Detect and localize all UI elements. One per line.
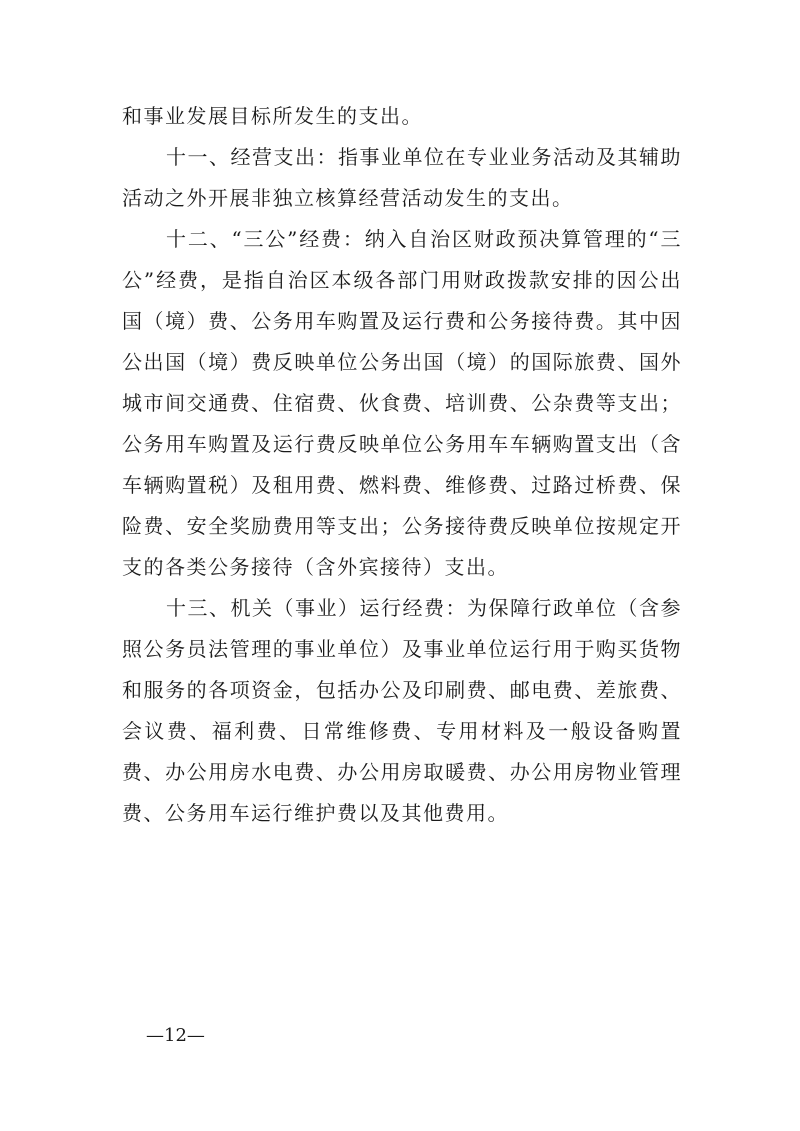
paragraph-agency-operating-expenses: 十三、机关（事业）运行经费：为保障行政单位（含参照公务员法管理的事业单位）及事业单位运行用于购买货物和服务的各项资金，包括办公及印刷费、邮电费、差旅费、会议费、福利费、日常维修费、专用材料及一般设备购置费、办公用房水电费、办公用房取暖费、办公用房物业管理费、公务用车运行维护费以及其他费用。 (122, 596, 682, 825)
page-number: —12— (146, 1025, 205, 1046)
paragraph-continuation: 和事业发展目标所发生的支出。 (122, 104, 423, 128)
document-body (122, 96, 682, 834)
paragraph-operating-expenditure: 十一、经营支出：指事业单位在专业业务活动及其辅助活动之外开展非独立核算经营活动发生的支出。 (122, 145, 682, 210)
paragraph-three-public-expenses: 十二、“三公”经费：纳入自治区财政预决算管理的“三公”经费，是指自治区本级各部门用财政拨款安排的因公出国（境）费、公务用车购置及运行费和公务接待费。其中因公出国（境）费反映单位公务出国（境）的国际旅费、国外城市间交通费、住宿费、伙食费、培训费、公杂费等支出；公务用车购置及运行费反映单位公务用车车辆购置支出（含车辆购置税）及租用费、燃料费、维修费、过路过桥费、保险费、安全奖励费用等支出；公务接待费反映单位按规定开支的各类公务接待（含外宾接待）支出。 (122, 227, 682, 579)
